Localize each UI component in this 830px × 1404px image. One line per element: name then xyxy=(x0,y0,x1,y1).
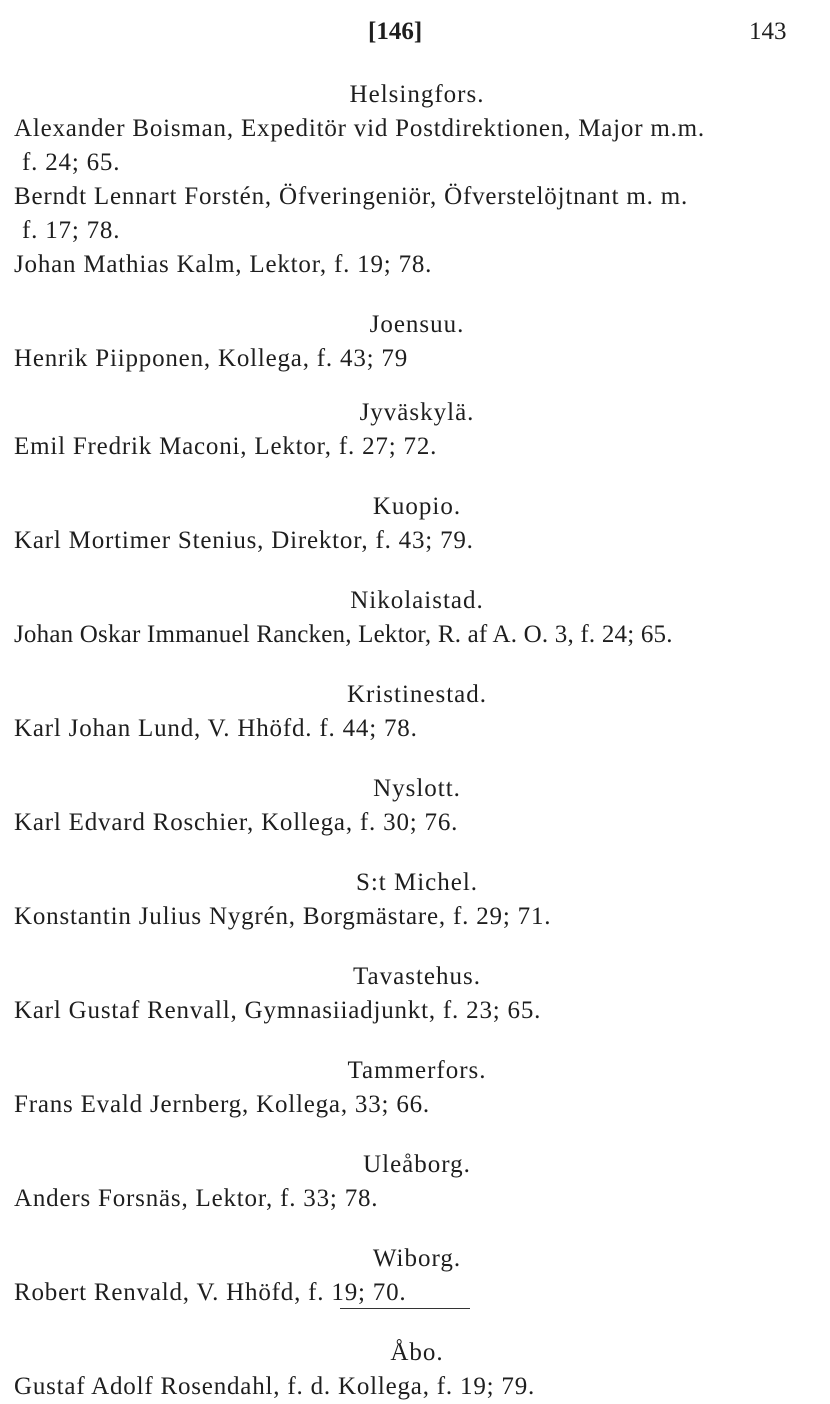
place-heading: Nikolaistad. xyxy=(350,587,484,614)
section-tammerfors xyxy=(14,1054,820,1122)
entry-line: Berndt Lennart Forstén, Öfveringeniör, Öfverstelöjtnant m. m. xyxy=(14,183,689,210)
entry: Konstantin Julius Nygrén, Borgmästare, f. 29; 71. xyxy=(14,903,552,930)
entry: Emil Fredrik Maconi, Lektor, f. 27; 72. xyxy=(14,433,438,460)
place-heading: S:t Michel. xyxy=(355,869,479,896)
entry xyxy=(14,248,820,282)
entry: Robert Renvald, V. Hhöfd, f. 19; 70. xyxy=(14,1279,407,1306)
place-heading: Helsingfors. xyxy=(349,81,485,108)
entry: Gustaf Adolf Rosendahl, f. d. Kollega, f. 19; 79. xyxy=(14,1373,536,1400)
section-kristinestad xyxy=(14,678,820,746)
entry: Karl Mortimer Stenius, Direktor, f. 43; 79. xyxy=(14,527,474,554)
place-heading: Joensuu. xyxy=(369,311,465,338)
entry-line: Alexander Boisman, Expeditör vid Postdirektionen, Major m.m. xyxy=(14,115,705,142)
entry: Johan Oskar Immanuel Rancken, Lektor, R. af A. O. 3, f. 24; 65. xyxy=(14,621,673,648)
entry-line: Johan Mathias Kalm, Lektor, f. 19; 78. xyxy=(14,251,433,278)
running-head xyxy=(0,18,830,54)
place-heading: Wiborg. xyxy=(372,1245,462,1272)
entry xyxy=(14,112,820,180)
section-st-michel xyxy=(14,866,820,934)
entry: Henrik Piipponen, Kollega, f. 43; 79 xyxy=(14,345,409,372)
closing-rule xyxy=(340,1308,470,1309)
section-uleaborg xyxy=(14,1148,820,1216)
section-tavastehus xyxy=(14,960,820,1028)
place-heading: Tammerfors. xyxy=(347,1057,487,1084)
place-heading: Uleåborg. xyxy=(363,1151,471,1178)
bracketed-page-number: [146] xyxy=(368,18,423,45)
page-number: 143 xyxy=(749,18,787,45)
section-helsingfors xyxy=(14,78,820,282)
section-jyvaskyla xyxy=(14,396,820,464)
section-nyslott xyxy=(14,772,820,840)
entry xyxy=(14,180,820,248)
section-wiborg xyxy=(14,1242,820,1310)
entry-line-continued: f. 24; 65. xyxy=(22,149,121,176)
entry: Karl Johan Lund, V. Hhöfd. f. 44; 78. xyxy=(14,715,418,742)
place-heading: Åbo. xyxy=(390,1339,444,1366)
place-heading: Tavastehus. xyxy=(353,963,481,990)
section-abo xyxy=(14,1336,820,1404)
place-heading: Jyväskylä. xyxy=(359,399,475,426)
place-heading: Kuopio. xyxy=(372,493,462,520)
entry: Karl Gustaf Renvall, Gymnasiiadjunkt, f. 23; 65. xyxy=(14,997,542,1024)
directory-content xyxy=(14,78,820,1404)
entry: Karl Edvard Roschier, Kollega, f. 30; 76. xyxy=(14,809,459,836)
section-kuopio xyxy=(14,490,820,558)
entry: Anders Forsnäs, Lektor, f. 33; 78. xyxy=(14,1185,379,1212)
entry-line-continued: f. 17; 78. xyxy=(22,217,121,244)
entry: Frans Evald Jernberg, Kollega, 33; 66. xyxy=(14,1091,430,1118)
place-heading: Nyslott. xyxy=(373,775,461,802)
section-joensuu xyxy=(14,308,820,376)
section-nikolaistad xyxy=(14,584,820,652)
place-heading: Kristinestad. xyxy=(346,681,488,708)
